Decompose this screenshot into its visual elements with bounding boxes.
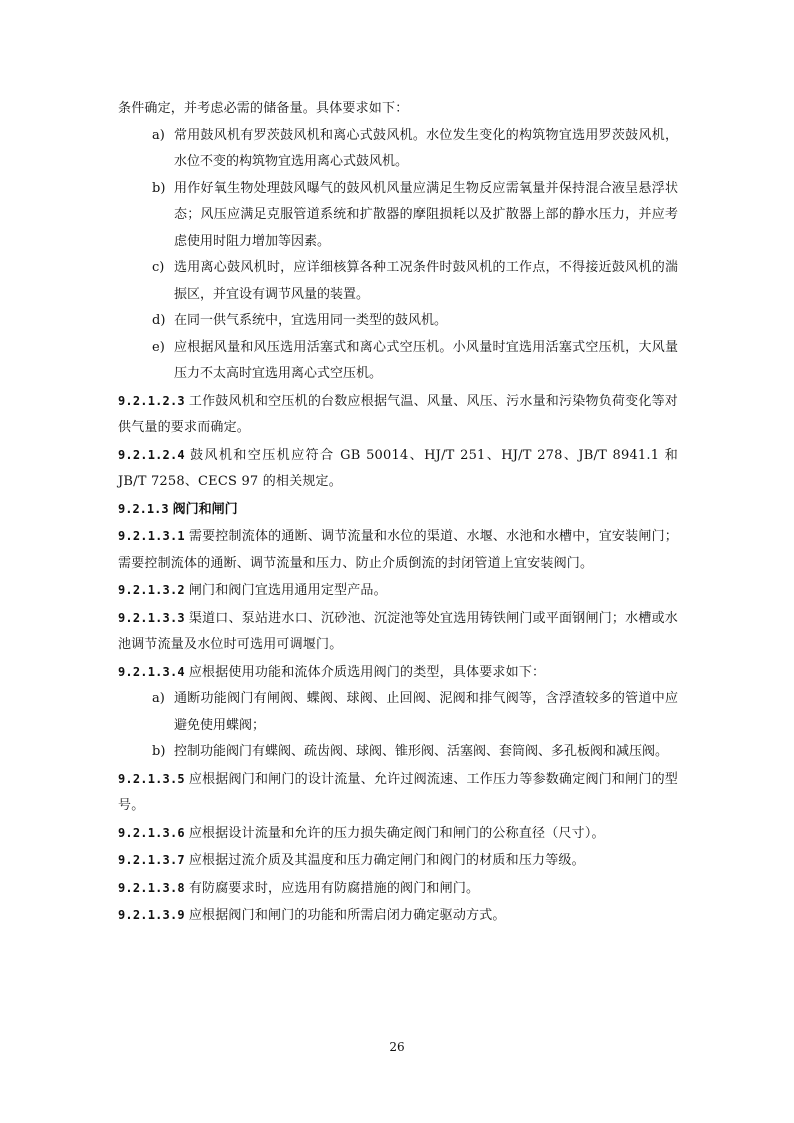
clause-paragraph: [118, 820, 678, 848]
clause-number: 9.2.1.3.4: [118, 664, 185, 679]
clause-text: 渠道口、泵站进水口、沉砂池、沉淀池等处宜选用铸铁闸门或平面钢闸门；水槽或水池调节流量及水位时可选用可调堰门。: [118, 610, 678, 652]
list-item-text: 通断功能阀门有闸阀、蝶阀、球阀、止回阀、泥阀和排气阀等，含浮渣较多的管道中应避免使用蝶阀；: [174, 691, 678, 733]
clause-number: 9.2.1.3.1: [118, 529, 185, 543]
list-item: [118, 123, 678, 176]
clause-paragraph: [118, 847, 678, 875]
list-marker: c): [152, 260, 165, 275]
clause-paragraph: [118, 388, 678, 442]
clause-number: 9.2.1.3.7: [118, 853, 185, 867]
clause-paragraph: [118, 875, 678, 903]
list-marker: d): [152, 313, 166, 328]
list-marker: b): [152, 744, 166, 759]
clause-paragraph: [118, 523, 678, 577]
clause-text: 需要控制流体的通断、调节流量和水位的渠道、水堰、水池和水槽中，宜安装闸门；需要控制流体的通断、调节流量和压力、防止介质倒流的封闭管道上宜安装阀门。: [118, 529, 678, 571]
clause-text: 鼓风机和空压机应符合 GB 50014、HJ/T 251、HJ/T 278、JB/T 8941.1 和 JB/T 7258、CECS 97 的相关规定。: [118, 447, 678, 489]
clause-text: 工作鼓风机和空压机的台数应根据气温、风量、风压、污水量和污染物负荷变化等对供气量的要求而确定。: [118, 393, 678, 435]
clause-paragraph: [118, 659, 678, 687]
list-marker: a): [152, 127, 165, 143]
clause-paragraph: [118, 442, 678, 496]
list-item: [118, 308, 678, 335]
list-marker: b): [152, 180, 166, 196]
list-item-text: 常用鼓风机有罗茨鼓风机和离心式鼓风机。水位发生变化的构筑物宜选用罗茨鼓风机，水位不变的构筑物宜选用离心式鼓风机。: [174, 127, 678, 169]
clause-number: 9.2.1.2.3: [118, 393, 185, 408]
list-marker: e): [152, 339, 165, 355]
clause-text: 有防腐要求时，应选用有防腐措施的阀门和闸门。: [188, 880, 480, 896]
list-item: [118, 176, 678, 256]
clause-number: 9.2.1.3.3: [118, 610, 185, 625]
list-item-text: 应根据风量和风压选用活塞式和离心式空压机。小风量时宜选用活塞式空压机，大风量压力不太高时宜选用离心式空压机。: [174, 339, 678, 381]
section-heading: [118, 496, 678, 524]
list-item-text: 在同一供气系统中，宜选用同一类型的鼓风机。: [174, 313, 448, 328]
list-item: [118, 686, 678, 739]
clause-text: 应根据设计流量和允许的压力损失确定阀门和闸门的公称直径（尺寸）。: [188, 825, 605, 841]
clause-text: 条件确定，并考虑必需的储备量。具体要求如下：: [118, 101, 409, 116]
clause-paragraph: [118, 577, 678, 605]
clause-text: 应根据过流介质及其温度和压力确定闸门和阀门的材质和压力等级。: [188, 853, 585, 868]
clause-text: 应根据使用功能和流体介质选用阀门的类型，具体要求如下：: [188, 664, 546, 680]
page-number: 26: [389, 1040, 405, 1054]
list-item-text: 选用离心鼓风机时，应详细核算各种工况条件时鼓风机的工作点，不得接近鼓风机的湍振区，并宜设有调节风量的装置。: [174, 260, 678, 302]
list-item-text: 用作好氧生物处理鼓风曝气的鼓风机风量应满足生物反应需氧量并保持混合液呈悬浮状态；风压应满足克服管道系统和扩散器的摩阻损耗以及扩散器上部的静水压力，并应考虑使用时阻力增加等因素。: [174, 180, 678, 249]
clause-number: 9.2.1.3.2: [118, 583, 185, 597]
list-marker: a): [152, 691, 165, 706]
clause-number: 9.2.1.3.8: [118, 880, 185, 895]
clause-paragraph: [118, 766, 678, 820]
clause-text: 应根据阀门和闸门的设计流量、允许过阀流速、工作压力等参数确定阀门和闸门的型号。: [118, 771, 678, 813]
list-item: [118, 255, 678, 308]
list-item: [118, 739, 678, 766]
clause-paragraph: [118, 96, 678, 123]
clause-number: 9.2.1.2.4: [118, 447, 185, 462]
clause-number: 9.2.1.3: [118, 501, 169, 516]
clause-text: 闸门和阀门宜选用通用定型产品。: [188, 583, 387, 598]
list-item: [118, 335, 678, 388]
clause-text: 阀门和闸门: [172, 501, 238, 517]
clause-number: 9.2.1.3.6: [118, 825, 185, 840]
clause-text: 应根据阀门和闸门的功能和所需启闭力确定驱动方式。: [188, 908, 506, 923]
list-item-text: 控制功能阀门有蝶阀、疏齿阀、球阀、锥形阀、活塞阀、套筒阀、多孔板阀和减压阀。: [174, 744, 669, 759]
clause-paragraph: [118, 902, 678, 930]
clause-number: 9.2.1.3.9: [118, 908, 185, 922]
clause-number: 9.2.1.3.5: [118, 771, 185, 786]
clause-paragraph: [118, 605, 678, 659]
page-body: [118, 96, 678, 930]
